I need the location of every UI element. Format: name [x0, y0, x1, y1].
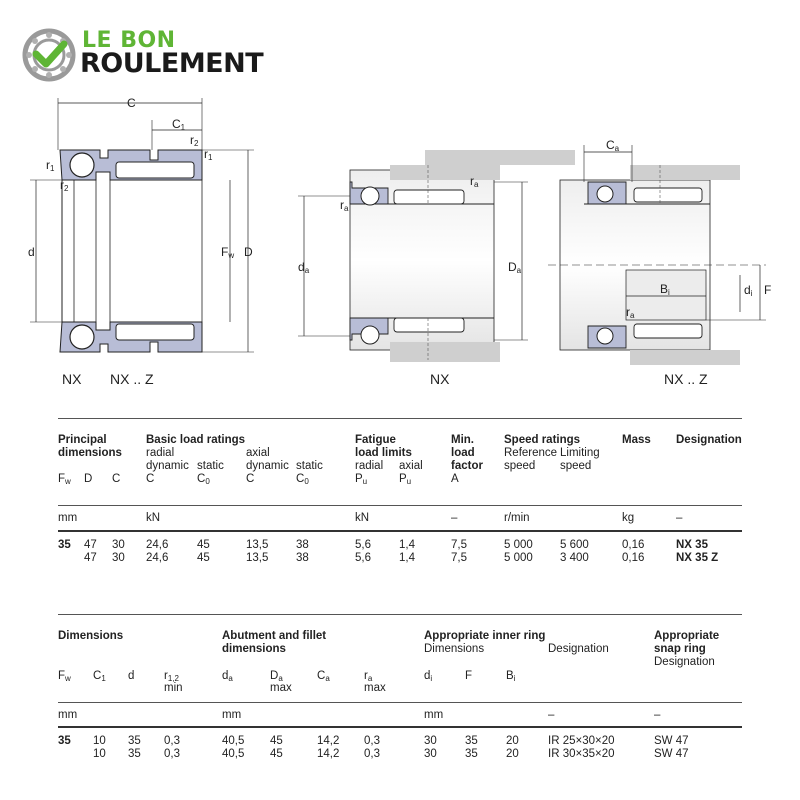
t2-h-da: $d_a$ — [222, 670, 233, 683]
caption-nxz-right: NX .. Z — [664, 371, 708, 387]
t1-h-Pu2: $P_u$ — [399, 473, 412, 486]
t1-h-C-dyn: C — [146, 473, 155, 485]
t1-h-fatigue: Fatigue — [355, 434, 396, 446]
label-F: F — [764, 283, 772, 297]
t1-h-reference: Reference — [504, 447, 558, 459]
t2-r2-di: 30 — [424, 748, 437, 760]
table2-top-rule — [58, 614, 742, 615]
t1-h-speed1: speed — [504, 460, 536, 472]
label-r1-left: $r_1$ — [46, 158, 55, 173]
t2-h-abutment2: dimensions — [222, 643, 286, 655]
label-ra-right: $r_a$ — [626, 305, 635, 320]
t1-r2-lim: 3 400 — [560, 552, 589, 564]
t2-h-Ca: $C_a$ — [317, 670, 330, 683]
t1-u-kN1: kN — [146, 512, 161, 524]
t1-r1-C0a: 38 — [296, 539, 309, 551]
t2-r1-di: 30 — [424, 735, 437, 747]
label-ra-mid-top: $r_a$ — [470, 174, 479, 189]
t1-h-load-limits: load limits — [355, 447, 412, 459]
t2-r2-snap: SW 47 — [654, 748, 689, 760]
label-D: D — [244, 245, 253, 259]
t1-r2-C: 30 — [112, 552, 125, 564]
label-r1-right: $r_1$ — [204, 147, 213, 162]
t1-r2-C0: 45 — [197, 552, 210, 564]
t1-r2-mass: 0,16 — [622, 552, 645, 564]
t1-h-min: Min. — [451, 434, 474, 446]
t2-h-snap3: Designation — [654, 656, 715, 668]
t1-r2-D: 47 — [84, 552, 97, 564]
t1-r1-des: NX 35 — [676, 539, 708, 551]
t1-r1-A: 7,5 — [451, 539, 467, 551]
t1-r1-Cdyn: 24,6 — [146, 539, 169, 551]
label-da: $d_a$ — [298, 260, 310, 275]
t1-h-static: static — [197, 460, 224, 472]
t1-u-kg: kg — [622, 512, 635, 524]
t1-h-mass: Mass — [622, 434, 651, 446]
logo-line2: ROULEMENT — [80, 48, 264, 79]
t2-r2-Bi: 20 — [506, 748, 519, 760]
t1-h-speed: Speed ratings — [504, 434, 581, 446]
label-di: $d_i$ — [744, 283, 753, 298]
t1-r1-C: 30 — [112, 539, 125, 551]
t1-u-kN2: kN — [355, 512, 370, 524]
label-C1: $C_1$ — [172, 117, 186, 132]
t1-h-C-ax: C — [246, 473, 255, 485]
t2-r1-Da: 45 — [270, 735, 283, 747]
bearing-drawings — [0, 90, 800, 400]
t1-r1-D: 47 — [84, 539, 97, 551]
t1-u-dash1: – — [451, 512, 458, 524]
label-d: d — [28, 245, 35, 259]
t2-r1-snap: SW 47 — [654, 735, 689, 747]
t2-h-min: min — [164, 682, 183, 694]
t2-h-abutment: Abutment and fillet — [222, 630, 327, 642]
t2-h-inner-des: Designation — [548, 643, 609, 655]
bearing-check-icon — [22, 28, 76, 82]
caption-nxz-left: NX .. Z — [110, 371, 154, 387]
t1-h-dynamic: dynamic — [146, 460, 189, 472]
t1-r1-Pua: 1,4 — [399, 539, 415, 551]
t1-h-designation: Designation — [676, 434, 742, 446]
t2-u-mm3: mm — [424, 709, 444, 721]
t2-r1-ir: IR 25×30×20 — [548, 735, 615, 747]
t1-h-f-radial: radial — [355, 460, 384, 472]
t1-h-C: C — [112, 473, 121, 485]
t2-r2-Da: 45 — [270, 748, 283, 760]
t1-h-load: load — [451, 447, 475, 459]
t1-r1-lim: 5 600 — [560, 539, 589, 551]
t1-h-C0: $C_0$ — [197, 473, 210, 486]
t1-r2-des: NX 35 Z — [676, 552, 719, 564]
logo — [22, 26, 302, 84]
t1-r1-Fw: 35 — [58, 539, 71, 551]
caption-nx-mid: NX — [430, 371, 450, 387]
t2-r1-ra: 0,3 — [364, 735, 380, 747]
logo-line1: LE BON — [82, 28, 176, 53]
t1-h-radial: radial — [146, 447, 175, 459]
t2-h-di: $d_i$ — [424, 670, 433, 683]
t1-h-axial-static: static — [296, 460, 323, 472]
t2-r2-C1: 10 — [93, 748, 106, 760]
label-r2-left: $r_2$ — [60, 178, 69, 193]
t2-h-r12: $r_{1,2}$ — [164, 670, 179, 683]
t2-h-Fw: $F_w$ — [58, 670, 71, 683]
t2-r2-F: 35 — [465, 748, 478, 760]
t2-h-dimensions: Dimensions — [58, 630, 124, 642]
label-Bi: $B_i$ — [660, 282, 670, 297]
t2-r1-C1: 10 — [93, 735, 106, 747]
t1-h-dimensions: dimensions — [58, 447, 122, 459]
t1-r2-Cdyn: 24,6 — [146, 552, 169, 564]
t2-r2-ra: 0,3 — [364, 748, 380, 760]
table2-units-rule — [58, 726, 742, 728]
label-Da: $D_a$ — [508, 260, 522, 275]
t1-h-basic: Basic load ratings — [146, 434, 246, 446]
t2-u-mm2: mm — [222, 709, 242, 721]
t2-r2-da: 40,5 — [222, 748, 245, 760]
t2-r2-ir: IR 30×35×20 — [548, 748, 615, 760]
t1-r2-Pur: 5,6 — [355, 552, 371, 564]
t1-r1-ref: 5 000 — [504, 539, 533, 551]
t2-h-Da: $D_a$ — [270, 670, 283, 683]
t2-r1-Fw: 35 — [58, 735, 71, 747]
label-ra-mid-left: $r_a$ — [340, 198, 349, 213]
t2-h-F: F — [465, 670, 473, 682]
t2-h-ra: $r_a$ — [364, 670, 373, 683]
t1-u-rmin: r/min — [504, 512, 530, 524]
t2-r1-Ca: 14,2 — [317, 735, 340, 747]
t2-u-dash2: – — [654, 709, 661, 721]
label-C: C — [127, 96, 136, 110]
t2-h-max2: max — [364, 682, 386, 694]
t1-u-mm: mm — [58, 512, 78, 524]
t2-r1-r12: 0,3 — [164, 735, 180, 747]
table1-header-rule — [58, 505, 742, 506]
t2-r2-d: 35 — [128, 748, 141, 760]
section-drawing-nx — [30, 98, 254, 352]
t2-h-d: d — [128, 670, 135, 682]
t2-h-snap1: Appropriate — [654, 630, 720, 642]
t1-h-Fw: $F_w$ — [58, 473, 71, 486]
t1-r1-Pur: 5,6 — [355, 539, 371, 551]
t1-r2-Cadyn: 13,5 — [246, 552, 269, 564]
t1-h-f-axial: axial — [399, 460, 423, 472]
mounting-drawing-nx — [298, 150, 575, 362]
t2-u-mm1: mm — [58, 709, 78, 721]
t1-r1-Cadyn: 13,5 — [246, 539, 269, 551]
t2-h-inner: Appropriate inner ring — [424, 630, 546, 642]
t1-u-dash2: – — [676, 512, 683, 524]
t2-h-snap2: snap ring — [654, 643, 706, 655]
t1-h-C0-ax: $C_0$ — [296, 473, 309, 486]
t2-r1-da: 40,5 — [222, 735, 245, 747]
t2-r1-Bi: 20 — [506, 735, 519, 747]
t1-r1-mass: 0,16 — [622, 539, 645, 551]
label-Fw: $F_w$ — [221, 245, 235, 260]
t1-h-A: A — [451, 473, 459, 485]
t1-h-principal: Principal — [58, 434, 107, 446]
label-Ca: $C_a$ — [606, 138, 620, 153]
caption-nx-left: NX — [62, 371, 82, 387]
t1-r2-Pua: 1,4 — [399, 552, 415, 564]
t2-h-C1: $C_1$ — [93, 670, 106, 683]
t2-h-inner-dims: Dimensions — [424, 643, 485, 655]
t2-r1-F: 35 — [465, 735, 478, 747]
t1-h-limiting: Limiting — [560, 447, 600, 459]
label-r2-top: $r_2$ — [190, 133, 199, 148]
t1-h-Pu: $P_u$ — [355, 473, 368, 486]
t1-h-D: D — [84, 473, 93, 485]
t1-r2-C0a: 38 — [296, 552, 309, 564]
t2-r1-d: 35 — [128, 735, 141, 747]
t1-h-axial: axial — [246, 447, 270, 459]
mounting-drawing-nxz — [548, 145, 766, 365]
t2-h-Bi: $B_i$ — [506, 670, 516, 683]
table1-units-rule — [58, 530, 742, 532]
t1-h-axial-dynamic: dynamic — [246, 460, 289, 472]
t2-r2-r12: 0,3 — [164, 748, 180, 760]
t2-r2-Ca: 14,2 — [317, 748, 340, 760]
t2-u-dash1: – — [548, 709, 555, 721]
t1-r2-ref: 5 000 — [504, 552, 533, 564]
t2-h-max1: max — [270, 682, 292, 694]
t1-h-factor: factor — [451, 460, 483, 472]
table1-top-rule — [58, 418, 742, 419]
t1-h-speed2: speed — [560, 460, 592, 472]
table2-header-rule — [58, 702, 742, 703]
t1-r1-C0: 45 — [197, 539, 210, 551]
t1-r2-A: 7,5 — [451, 552, 467, 564]
